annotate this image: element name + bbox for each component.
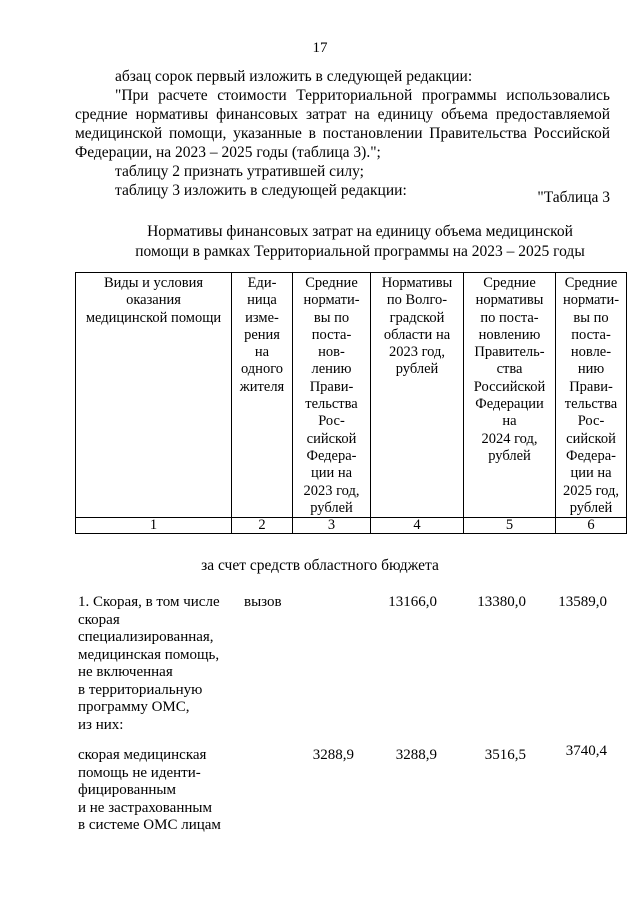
column-number-row	[76, 518, 627, 534]
row-label-line: программу ОМС,	[78, 699, 190, 715]
header-line: на	[254, 344, 270, 361]
row-label-line: скорая медицинская	[78, 747, 207, 763]
header-cell	[232, 273, 293, 518]
header-line: Федерации	[475, 396, 544, 413]
header-line: Виды и условия	[103, 275, 203, 291]
header-line: сийской	[566, 430, 616, 447]
column-number: 5	[464, 518, 556, 534]
table-title	[80, 222, 640, 262]
section-title: за счет средств областного бюджета	[201, 557, 439, 574]
header-line: по Волго-	[386, 292, 448, 309]
row-value-2024: 3516,5	[484, 747, 526, 763]
header-cell	[293, 273, 371, 518]
header-line: Правитель-	[474, 344, 545, 361]
header-line: области на	[383, 326, 451, 343]
header-line: нию	[577, 361, 605, 378]
row-value-2025: 13589,0	[558, 594, 607, 610]
header-line: на	[502, 413, 517, 430]
header-line: рублей	[488, 447, 531, 464]
header-line: ции на	[570, 465, 612, 482]
header-line: одного	[240, 361, 284, 378]
header-line: оказания	[126, 292, 181, 309]
header-line: ства	[496, 361, 523, 378]
header-line: нормативы	[475, 292, 544, 309]
row-label-line: 1. Скорая, в том числе	[78, 594, 220, 610]
header-cell	[556, 273, 627, 518]
intro-line-6: таблицу 2 признать утратившей силу;	[115, 163, 364, 180]
header-line: изме-	[245, 309, 279, 326]
header-line: поста-	[571, 326, 611, 343]
header-line: Прави-	[309, 378, 354, 395]
page-number: 17	[312, 40, 328, 56]
column-number: 1	[76, 518, 232, 534]
header-line: новлению	[478, 326, 541, 343]
header-line: 2023 год,	[303, 482, 360, 499]
header-line: ница	[247, 292, 277, 309]
intro-line-2: "При расчете стоимости Территориальной программы использовались	[115, 87, 610, 104]
header-line: Нормативы	[381, 275, 453, 291]
header-line: вы по	[573, 309, 609, 326]
header-line: Прави-	[569, 378, 613, 395]
header-line: медицинской помощи	[85, 309, 222, 326]
header-line: градской	[389, 309, 445, 326]
column-number: 6	[556, 518, 627, 534]
header-line: лению	[311, 361, 352, 378]
intro-line-1: абзац сорок первый изложить в следующей редакции:	[115, 68, 473, 85]
column-number: 2	[232, 518, 293, 534]
header-line: 2025 год,	[562, 482, 620, 499]
header-line: рублей	[310, 499, 353, 516]
row-value-2025: 3740,4	[565, 743, 607, 759]
header-line: Рос-	[577, 413, 605, 430]
row-label-line: не включенная	[78, 664, 173, 680]
header-line: 2024 год,	[481, 430, 538, 447]
header-line: рения	[244, 326, 280, 343]
header-line: рублей	[395, 361, 439, 378]
header-line: новле-	[570, 344, 612, 361]
header-cell	[464, 273, 556, 518]
intro-line-7: таблицу 3 изложить в следующей редакции:	[115, 182, 407, 199]
norms-table	[75, 272, 627, 534]
header-line: поста-	[311, 326, 352, 343]
header-line: Федера-	[565, 447, 617, 464]
table-reference: "Таблица 3	[537, 189, 610, 206]
row-label-line: в системе ОМС лицам	[78, 817, 221, 833]
header-line: по поста-	[480, 309, 539, 326]
row-value-2024: 13380,0	[477, 594, 526, 610]
header-line: Федера-	[306, 447, 357, 464]
row-label-line: специализированная,	[78, 629, 214, 645]
header-line: жителя	[239, 378, 285, 395]
header-line: рублей	[569, 499, 613, 516]
intro-line-5: Федерации, на 2023 – 2025 годы (таблица 3).";	[75, 144, 381, 161]
header-line: нов-	[318, 344, 345, 361]
intro-line-4: медицинской помощи, указанные в постановлении Правительства Российской	[75, 125, 610, 142]
header-line: Еди-	[247, 275, 277, 291]
header-cell	[371, 273, 464, 518]
row-label-line: в территориальную	[78, 681, 203, 698]
header-line: Средние	[483, 275, 536, 291]
header-line: Средние	[564, 275, 618, 291]
row-label-line: и не застрахованным	[78, 799, 212, 816]
row-unit: вызов	[244, 594, 282, 610]
header-line: нормати-	[562, 292, 620, 309]
row-label-line: фицированным	[78, 782, 176, 798]
intro-line-3: средние нормативы финансовых затрат на единицу объема предоставляемой	[75, 106, 610, 123]
row-label-line: скорая	[78, 611, 120, 628]
header-line: тельства	[564, 396, 618, 413]
header-line: 2023 год,	[388, 344, 446, 361]
row-label-line: помощь не иденти-	[78, 764, 201, 781]
row-value-2023-rf: 3288,9	[312, 747, 354, 763]
row-label-line: медицинская помощь,	[78, 646, 220, 663]
row-value-2023-region: 3288,9	[395, 747, 437, 763]
header-cell	[76, 273, 232, 518]
row-label	[78, 747, 238, 835]
header-line: сийской	[306, 430, 357, 447]
row-label-line: из них:	[78, 716, 124, 733]
table-title-line-1: Нормативы финансовых затрат на единицу объема медицинской	[147, 223, 573, 240]
row-label	[78, 594, 238, 734]
header-line: вы по	[313, 309, 350, 326]
table-header-row	[76, 273, 627, 518]
column-number: 4	[371, 518, 464, 534]
header-line: ции на	[310, 465, 353, 482]
header-line: тельства	[305, 396, 358, 413]
column-number: 3	[293, 518, 371, 534]
header-line: Российской	[473, 378, 546, 395]
header-line: нормати-	[303, 292, 360, 309]
header-line: Средние	[305, 275, 358, 291]
row-value-2023-region: 13166,0	[388, 594, 437, 610]
table-title-line-2: помощи в рамках Территориальной программы на 2023 – 2025 годы	[135, 243, 585, 260]
header-line: Рос-	[318, 413, 345, 430]
